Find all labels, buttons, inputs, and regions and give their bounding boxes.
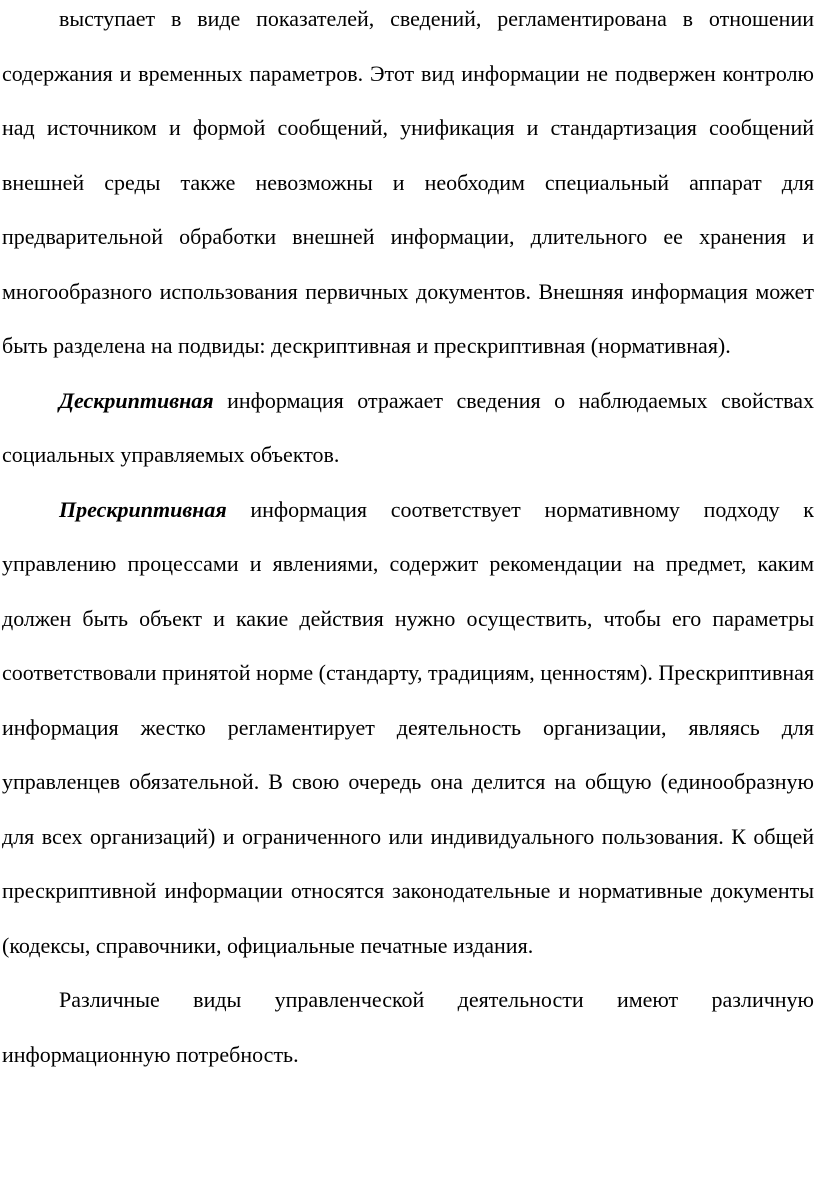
paragraph-descriptive xyxy=(2,374,814,483)
paragraph-text: информация соответствует нормативному подходу к управлению процессами и явлениями, содержит рекомендации на предмет, каким должен быть объект и какие действия нужно осуществить, чтобы его параметры соответствовали принятой норме (стандарту, традициям, ценностям). Прескриптивная информация жестко регламентирует деятельность организации, являясь для управленцев обязательной. В свою очередь она делится на общую (единообразную для всех организаций) и ограниченного или индивидуального пользования. К общей прескриптивной информации относятся законодательные и нормативные документы (кодексы, справочники, официальные печатные издания. xyxy=(2,496,814,958)
paragraph-text: информация отражает сведения о наблюдаемых свойствах социальных управляемых объектов. xyxy=(2,387,814,467)
paragraph-information-needs xyxy=(2,973,814,1082)
paragraph-text: выступает в виде показателей, сведений, регламентирована в отношении содержания и временных параметров. Этот вид информации не подвержен контролю над источником и формой сообщений, унификация и стандартизация сообщений внешней среды также невозможны и необходим специальный аппарат для предварительной обработки внешней информации, длительного ее хранения и многообразного использования первичных документов. Внешняя информация может быть разделена на подвиды: дескриптивная и прескриптивная (нормативная). xyxy=(2,6,814,358)
document-body xyxy=(2,0,814,1082)
term-prescriptive: Прескриптивная xyxy=(59,496,227,522)
term-descriptive: Дескриптивная xyxy=(59,387,214,413)
paragraph-prescriptive xyxy=(2,483,814,974)
paragraph-external-information xyxy=(2,0,814,374)
paragraph-text: Различные виды управленческой деятельности имеют различную информационную потребность. xyxy=(2,987,814,1067)
